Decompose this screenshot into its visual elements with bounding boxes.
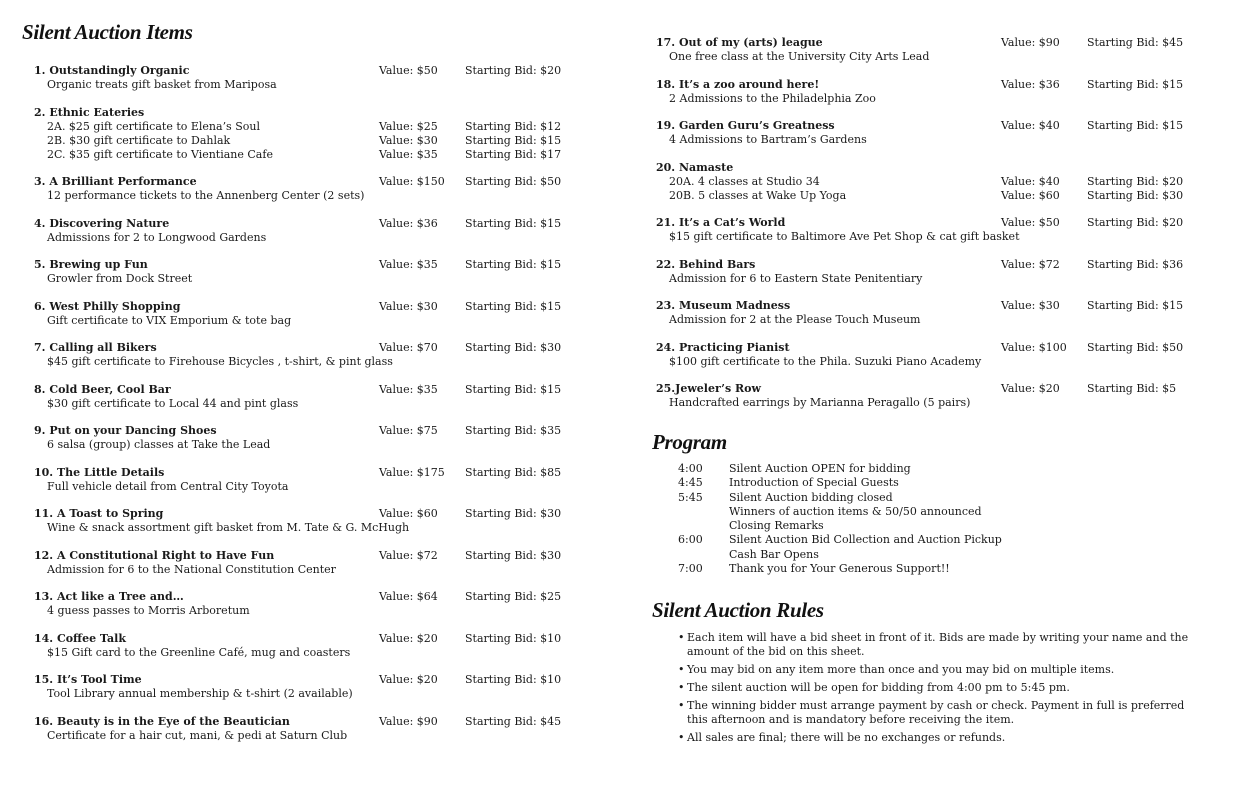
item-name: 8. Cold Beer, Cool Bar: [34, 382, 171, 396]
item-header-row: [656, 78, 1226, 92]
item-header-row: [656, 258, 1226, 272]
program-activity: Silent Auction Bid Collection and Auction Pickup: [729, 533, 1002, 547]
item-starting-bid: Starting Bid: $30: [465, 548, 562, 562]
item-description: $15 gift certificate to Baltimore Ave Pet Shop & cat gift basket: [669, 230, 1020, 243]
item-starting-bid: Starting Bid: $15: [1087, 299, 1184, 312]
item-name: 16. Beauty is in the Eye of the Beautician: [34, 714, 290, 728]
sub-item-starting-bid: Starting Bid: $17: [465, 147, 562, 161]
item-header-row: [34, 673, 594, 687]
item-header-row: [34, 590, 594, 604]
item-header-row: [656, 119, 1226, 133]
item-name: 24. Practicing Pianist: [656, 340, 790, 354]
item-starting-bid: Starting Bid: $15: [465, 216, 562, 230]
item-starting-bid: Starting Bid: $85: [465, 465, 562, 479]
item-name: 18. It’s a zoo around here!: [656, 77, 820, 91]
item-description: 6 salsa (group) classes at Take the Lead: [47, 438, 271, 451]
rules-heading: Silent Auction Rules: [652, 598, 824, 622]
sub-item-starting-bid: Starting Bid: $20: [1087, 174, 1184, 188]
program-entry: [678, 491, 1002, 505]
item-description: Admissions for 2 to Longwood Gardens: [47, 230, 267, 244]
rule-item: • The silent auction will be open for bidding from 4:00 pm to 5:45 pm.: [678, 681, 1198, 695]
program-activity: Cash Bar Opens: [729, 547, 819, 561]
sub-item-value: Value: $40: [1001, 174, 1060, 188]
item-description: Growler from Dock Street: [47, 272, 193, 285]
item-value: Value: $70: [379, 341, 438, 354]
program-activity: Silent Auction OPEN for bidding: [729, 462, 911, 475]
item-value: Value: $50: [1001, 216, 1060, 229]
program-time: [678, 548, 729, 562]
item-value: Value: $20: [1001, 382, 1060, 395]
item-value: Value: $50: [379, 64, 438, 77]
item-name: 10. The Little Details: [34, 465, 165, 479]
item-name: 21. It’s a Cat’s World: [656, 216, 786, 229]
item-value: [1001, 161, 1087, 175]
item-value: Value: $20: [379, 631, 438, 645]
item-header-row: [34, 507, 594, 521]
rule-item: • All sales are final; there will be no exchanges or refunds.: [678, 731, 1198, 745]
program-time: 5:45: [678, 490, 703, 504]
item-name: 12. A Constitutional Right to Have Fun: [34, 548, 275, 562]
item-starting-bid: Starting Bid: $36: [1087, 257, 1184, 271]
item-name: 15. It’s Tool Time: [34, 673, 142, 686]
item-starting-bid: Starting Bid: $25: [465, 590, 562, 603]
auction-item: [34, 466, 594, 494]
item-description: Admission for 2 at the Please Touch Museum: [669, 313, 921, 326]
item-description: Tool Library annual membership & t-shirt (2 available): [47, 687, 353, 700]
auction-item: [34, 549, 594, 577]
item-value: Value: $35: [379, 258, 438, 271]
program-entry: [678, 533, 1002, 547]
item-header-row: [656, 36, 1226, 50]
item-name: 1. Outstandingly Organic: [34, 64, 190, 77]
item-value: Value: $175: [379, 465, 445, 479]
program-activity: Closing Remarks: [729, 519, 824, 533]
item-starting-bid: [1087, 161, 1197, 175]
item-description: $15 Gift card to the Greenline Café, mug and coasters: [47, 645, 351, 659]
item-value: Value: $100: [1001, 340, 1067, 354]
item-header-row: [34, 106, 594, 120]
item-name: 19. Garden Guru’s Greatness: [656, 119, 835, 132]
auction-item: [34, 507, 594, 535]
item-description: 4 guess passes to Morris Arboretum: [47, 604, 250, 617]
item-description: Full vehicle detail from Central City Toyota: [47, 479, 289, 493]
auction-items-right-column: [656, 36, 1226, 424]
sub-item-label: 20B. 5 classes at Wake Up Yoga: [669, 188, 847, 202]
auction-item: [656, 299, 1226, 327]
auction-item: [34, 217, 594, 245]
item-starting-bid: Starting Bid: $15: [465, 258, 562, 271]
item-name: 11. A Toast to Spring: [34, 507, 164, 520]
program-time: 6:00: [678, 533, 703, 547]
program-entry: [678, 462, 1002, 476]
item-value: Value: $90: [1001, 36, 1060, 49]
item-description: 4 Admissions to Bartram’s Gardens: [669, 133, 867, 146]
item-value: Value: $72: [379, 548, 438, 562]
sub-item-starting-bid: Starting Bid: $30: [1087, 188, 1184, 202]
auction-item: [656, 119, 1226, 147]
item-starting-bid: Starting Bid: $45: [465, 714, 562, 728]
item-description: Handcrafted earrings by Marianna Peragallo (5 pairs): [669, 396, 971, 409]
sub-item-value: Value: $60: [1001, 188, 1060, 202]
program-time: [678, 505, 729, 519]
auction-item: [34, 300, 594, 328]
silent-auction-items-heading: Silent Auction Items: [22, 20, 193, 44]
program-time: 4:00: [678, 462, 703, 475]
item-description: 12 performance tickets to the Annenberg Center (2 sets): [47, 189, 365, 202]
item-header-row: [656, 161, 1226, 175]
program-entry: [678, 505, 1002, 519]
sub-item-starting-bid: Starting Bid: $12: [465, 119, 562, 133]
auction-item: [34, 175, 594, 203]
item-description: $100 gift certificate to the Phila. Suzuki Piano Academy: [669, 354, 982, 368]
item-header-row: [656, 341, 1226, 355]
item-name: 25.Jeweler’s Row: [656, 382, 761, 395]
program-entry: [678, 548, 1002, 562]
auction-item: [34, 715, 594, 743]
item-name: 7. Calling all Bikers: [34, 341, 157, 354]
auction-item: [34, 383, 594, 411]
sub-item-row: [34, 148, 594, 162]
item-header-row: [34, 632, 594, 646]
item-header-row: [34, 300, 594, 314]
auction-item: [34, 673, 594, 701]
program-activity: Winners of auction items & 50/50 announced: [729, 504, 982, 518]
item-value: Value: $36: [1001, 77, 1060, 91]
item-starting-bid: Starting Bid: $30: [465, 507, 562, 520]
auction-item: [656, 382, 1226, 410]
item-name: 17. Out of my (arts) league: [656, 36, 823, 49]
item-value: Value: $20: [379, 673, 438, 686]
item-description: Gift certificate to VIX Emporium & tote bag: [47, 313, 292, 327]
item-starting-bid: Starting Bid: $20: [465, 64, 562, 77]
item-starting-bid: Starting Bid: $30: [465, 341, 562, 354]
item-name: 20. Namaste: [656, 160, 734, 174]
item-starting-bid: Starting Bid: $50: [1087, 340, 1184, 354]
item-header-row: [34, 175, 594, 189]
rule-item: • Each item will have a bid sheet in front of it. Bids are made by writing your name and the amount of the bid on this sheet.: [678, 631, 1198, 659]
rule-item: • You may bid on any item more than once and you may bid on multiple items.: [678, 663, 1198, 677]
item-starting-bid: Starting Bid: $45: [1087, 36, 1184, 49]
auction-item: [656, 78, 1226, 106]
item-starting-bid: Starting Bid: $15: [465, 299, 562, 313]
item-value: Value: $40: [1001, 119, 1060, 132]
auction-item: [34, 341, 594, 369]
item-starting-bid: [465, 106, 575, 120]
program-schedule: [678, 462, 1002, 576]
item-name: 13. Act like a Tree and…: [34, 590, 184, 603]
auction-item: [34, 632, 594, 660]
item-value: [379, 106, 465, 120]
program-time: 7:00: [678, 562, 703, 576]
sub-item-label: 2C. $35 gift certificate to Vientiane Cafe: [47, 147, 273, 161]
item-starting-bid: Starting Bid: $5: [1087, 382, 1177, 395]
program-activity: Thank you for Your Generous Support!!: [729, 562, 950, 576]
item-starting-bid: Starting Bid: $35: [465, 424, 562, 437]
rule-item: • The winning bidder must arrange payment by cash or check. Payment in full is preferred this afternoon and is mandatory before receiving the item.: [678, 699, 1198, 727]
item-name: 14. Coffee Talk: [34, 631, 126, 645]
sub-item-label: 2B. $30 gift certificate to Dahlak: [47, 133, 231, 147]
sub-item-value: Value: $35: [379, 147, 438, 161]
item-starting-bid: Starting Bid: $15: [465, 382, 562, 396]
item-starting-bid: Starting Bid: $20: [1087, 216, 1184, 229]
sub-item-value: Value: $30: [379, 133, 438, 147]
program-entry: [678, 519, 1002, 533]
auction-item: [34, 424, 594, 452]
item-header-row: [34, 64, 594, 78]
item-name: 5. Brewing up Fun: [34, 258, 148, 271]
program-activity: Introduction of Special Guests: [729, 476, 899, 490]
item-header-row: [656, 216, 1226, 230]
program-time: [678, 519, 729, 533]
auction-item: [34, 258, 594, 286]
sub-item-starting-bid: Starting Bid: $15: [465, 133, 562, 147]
item-description: Admission for 6 to the National Constitution Center: [47, 562, 336, 576]
item-value: Value: $90: [379, 714, 438, 728]
item-name: 3. A Brilliant Performance: [34, 175, 197, 188]
item-description: $30 gift certificate to Local 44 and pint glass: [47, 396, 299, 410]
item-starting-bid: Starting Bid: $10: [465, 631, 562, 645]
sub-item-label: 20A. 4 classes at Studio 34: [669, 174, 820, 188]
item-description: One free class at the University City Arts Lead: [669, 50, 930, 63]
program-time: 4:45: [678, 476, 703, 490]
auction-item: [34, 590, 594, 618]
item-description: Admission for 6 to Eastern State Penitentiary: [669, 271, 923, 285]
item-description: Organic treats gift basket from Mariposa: [47, 78, 277, 91]
program-heading: Program: [652, 430, 727, 454]
item-value: Value: $30: [1001, 299, 1060, 312]
item-header-row: [34, 549, 594, 563]
item-header-row: [656, 382, 1226, 396]
item-starting-bid: Starting Bid: $10: [465, 673, 562, 686]
auction-item: [656, 216, 1226, 244]
item-starting-bid: Starting Bid: $15: [1087, 119, 1184, 132]
auction-item: [656, 341, 1226, 369]
item-header-row: [34, 715, 594, 729]
sub-item-row: [656, 175, 1226, 189]
auction-item: [656, 161, 1226, 203]
item-description: Wine & snack assortment gift basket from M. Tate & G. McHugh: [47, 521, 410, 534]
item-header-row: [656, 299, 1226, 313]
item-name: 4. Discovering Nature: [34, 216, 170, 230]
item-name: 23. Museum Madness: [656, 299, 791, 312]
item-value: Value: $150: [379, 175, 445, 188]
item-header-row: [34, 341, 594, 355]
item-name: 2. Ethnic Eateries: [34, 105, 145, 119]
item-value: Value: $30: [379, 299, 438, 313]
item-name: 6. West Philly Shopping: [34, 299, 181, 313]
item-header-row: [34, 258, 594, 272]
item-description: 2 Admissions to the Philadelphia Zoo: [669, 91, 876, 105]
item-header-row: [34, 217, 594, 231]
program-activity: Silent Auction bidding closed: [729, 490, 893, 504]
item-value: Value: $60: [379, 507, 438, 520]
auction-item: [34, 106, 594, 162]
item-value: Value: $72: [1001, 257, 1060, 271]
auction-item: [656, 36, 1226, 64]
auction-item: [656, 258, 1226, 286]
item-description: $45 gift certificate to Firehouse Bicycles , t-shirt, & pint glass: [47, 355, 393, 368]
item-starting-bid: Starting Bid: $50: [465, 175, 562, 188]
item-description: Certificate for a hair cut, mani, & pedi at Saturn Club: [47, 728, 348, 742]
item-value: Value: $35: [379, 382, 438, 396]
sub-item-row: [656, 189, 1226, 203]
sub-item-label: 2A. $25 gift certificate to Elena’s Soul: [47, 119, 260, 133]
rules-list: [678, 631, 1198, 749]
program-entry: [678, 476, 1002, 490]
item-header-row: [34, 424, 594, 438]
auction-item: [34, 64, 594, 92]
item-header-row: [34, 466, 594, 480]
item-name: 9. Put on your Dancing Shoes: [34, 424, 217, 437]
auction-items-left-column: [34, 64, 594, 756]
item-value: Value: $64: [379, 590, 438, 603]
sub-item-row: [34, 120, 594, 134]
item-header-row: [34, 383, 594, 397]
sub-item-value: Value: $25: [379, 119, 438, 133]
item-value: Value: $75: [379, 424, 438, 437]
item-starting-bid: Starting Bid: $15: [1087, 77, 1184, 91]
program-entry: [678, 562, 1002, 576]
sub-item-row: [34, 134, 594, 148]
item-name: 22. Behind Bars: [656, 257, 756, 271]
item-value: Value: $36: [379, 216, 438, 230]
